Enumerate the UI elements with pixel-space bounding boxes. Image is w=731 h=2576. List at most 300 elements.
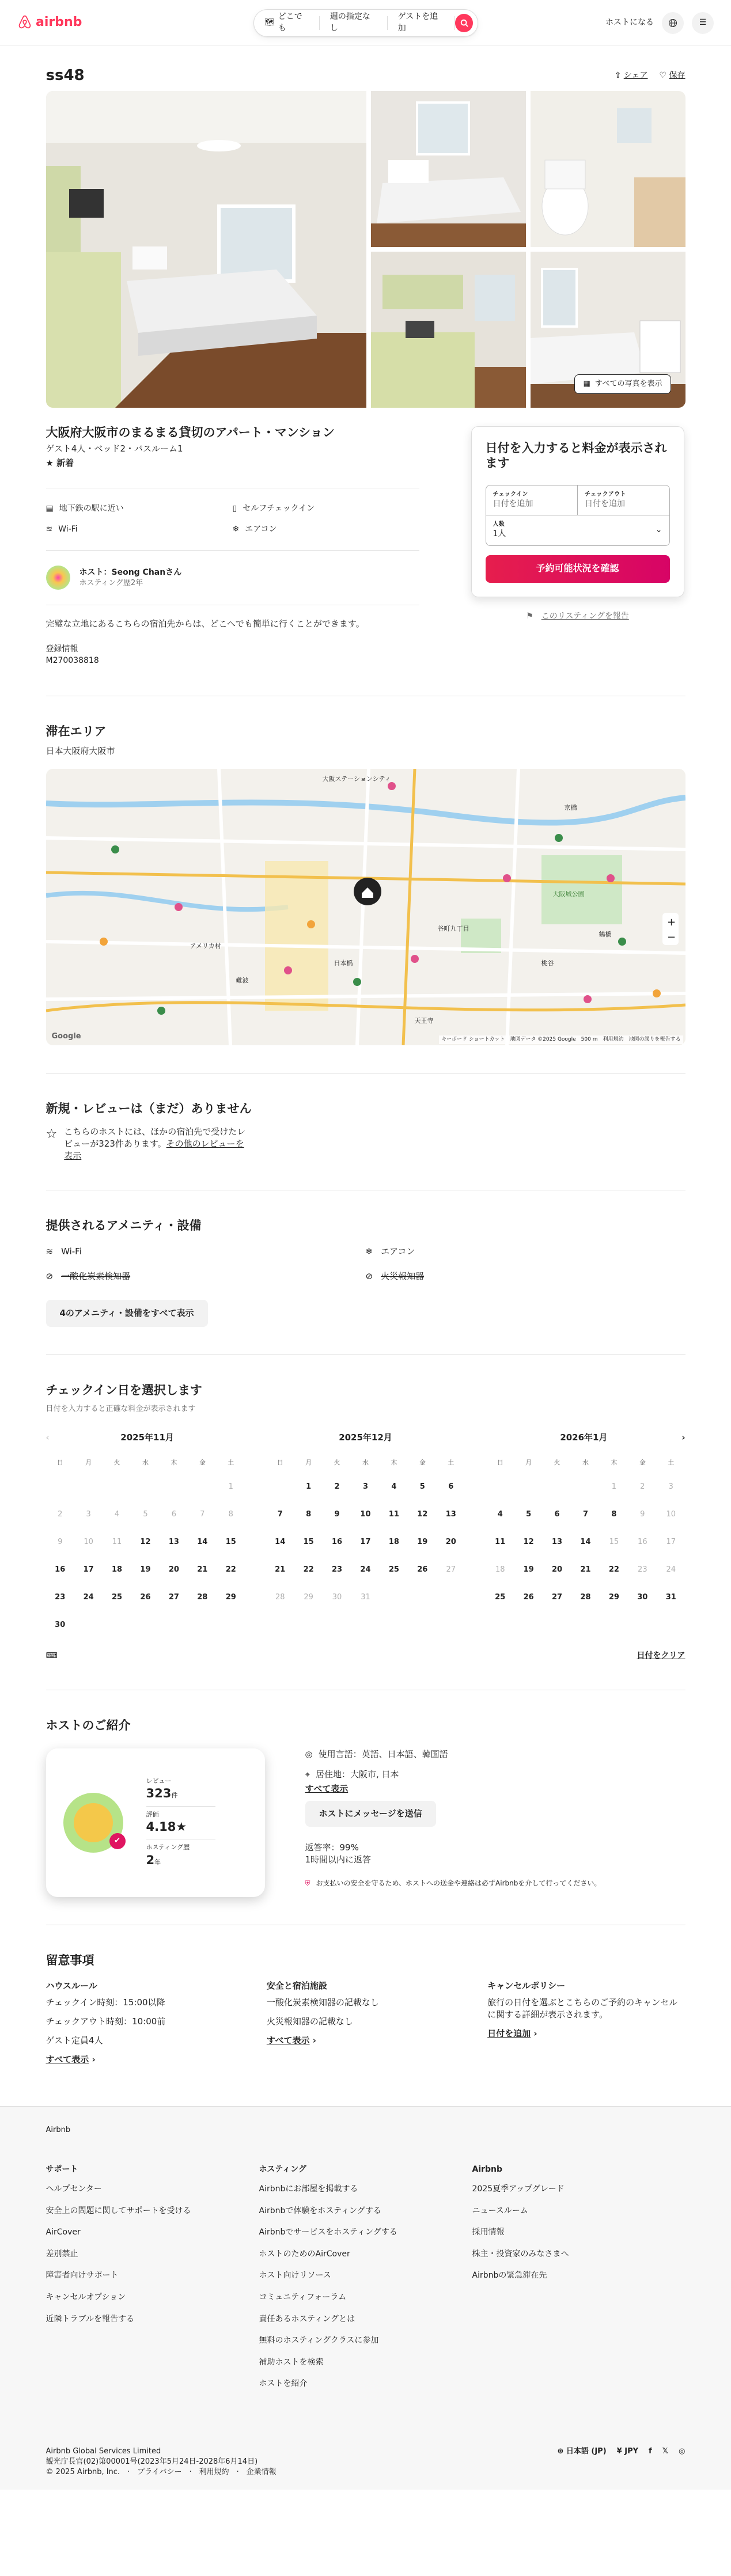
photo-main[interactable] bbox=[46, 91, 366, 408]
guests-label: 人数 bbox=[493, 521, 505, 528]
calendar-day: 10 bbox=[84, 1537, 93, 1546]
footer-link[interactable]: 近隣トラブルを報告する bbox=[46, 2314, 134, 2324]
calendar-month bbox=[486, 1429, 685, 1639]
chevron-right-icon: › bbox=[533, 2028, 537, 2039]
map-label: 鶴橋 bbox=[599, 930, 612, 938]
calendar-day: 5 bbox=[143, 1509, 148, 1519]
footer-link[interactable]: AirCover bbox=[46, 2228, 81, 2237]
weekday-label: 金 bbox=[419, 1459, 426, 1467]
footer-heading: サポート bbox=[46, 2165, 78, 2175]
calendar-day[interactable]: 22 bbox=[225, 1565, 236, 1574]
footer-link[interactable]: 安全上の問題に関してサポートを受ける bbox=[46, 2206, 191, 2215]
map-label: 難波 bbox=[236, 976, 249, 984]
currency-selector[interactable]: ¥ JPY bbox=[616, 2446, 639, 2456]
calendar-section bbox=[46, 1355, 685, 1690]
calendar-day[interactable]: 7 bbox=[277, 1509, 283, 1519]
calendar-day[interactable]: 25 bbox=[388, 1565, 399, 1574]
calendar-day: 17 bbox=[666, 1537, 676, 1546]
rule-item: チェックイン時刻：15:00以降 bbox=[46, 1997, 165, 2008]
calendar-day: 10 bbox=[666, 1509, 676, 1519]
location-icon: ⌖ bbox=[305, 1769, 310, 1780]
host-reviews-label: レビュー bbox=[146, 1777, 172, 1785]
snowflake-icon: ❄ bbox=[232, 524, 240, 534]
weekday-label: 木 bbox=[171, 1459, 177, 1467]
footer-link[interactable]: 2025夏季アップグレード bbox=[472, 2184, 565, 2194]
calendar-day[interactable]: 12 bbox=[140, 1537, 151, 1546]
calendar-day[interactable]: 5 bbox=[526, 1509, 532, 1519]
host-rating: 4.18★ bbox=[146, 1819, 187, 1834]
footer-link[interactable]: ヘルプセンター bbox=[46, 2184, 102, 2194]
reviews-section bbox=[46, 1073, 685, 1190]
weekday-label: 水 bbox=[142, 1459, 149, 1467]
rules-heading: 安全と宿泊施設 bbox=[266, 1981, 327, 1991]
calendar-day: 4 bbox=[114, 1509, 120, 1519]
language-icon: ◎ bbox=[305, 1748, 313, 1759]
rules-link[interactable] bbox=[267, 2035, 464, 2047]
footer-link[interactable]: Airbnbにお部屋を掲載する bbox=[259, 2184, 358, 2194]
checkin-field[interactable] bbox=[486, 485, 578, 515]
footer-link[interactable]: 障害者向けサポート bbox=[46, 2271, 119, 2281]
host-card[interactable] bbox=[46, 1748, 265, 1897]
checkout-field[interactable] bbox=[577, 485, 669, 515]
host-years: 2 bbox=[146, 1853, 155, 1867]
footer-link[interactable]: コミュニティフォーラム bbox=[259, 2292, 347, 2302]
co-detector-icon: ⊘ bbox=[46, 1270, 54, 1281]
footer-link[interactable]: ホストのためのAirCover bbox=[259, 2249, 350, 2259]
calendar-day[interactable]: 12 bbox=[417, 1509, 428, 1519]
calendar-day[interactable]: 15 bbox=[225, 1537, 236, 1546]
reviews-title: 新規・レビューは（まだ）ありません bbox=[46, 1101, 252, 1116]
weekday-label: 日 bbox=[56, 1459, 63, 1467]
footer-link[interactable]: Airbnbの緊急滞在先 bbox=[472, 2271, 547, 2281]
footer-copyright[interactable]: © 2025 Airbnb, Inc. · プライバシー · 利用規約 · 企業情報 bbox=[46, 2468, 277, 2477]
map-location: 日本大阪府大阪市 bbox=[46, 745, 115, 756]
amenity-label: 火災報知器 bbox=[381, 1270, 425, 1281]
registration-number: M270038818 bbox=[46, 656, 99, 666]
listing-summary: ゲスト4人・ベッド2・バスルーム1 bbox=[46, 443, 183, 454]
feature-list bbox=[46, 488, 419, 550]
rules-section bbox=[46, 1925, 685, 2083]
response-rate: 返答率：99% bbox=[305, 1842, 359, 1853]
star-icon: ☆ bbox=[46, 1127, 58, 1142]
photo-5[interactable] bbox=[531, 252, 685, 408]
booking-card bbox=[471, 426, 684, 597]
amenity-item bbox=[366, 1246, 685, 1258]
booking-inputs bbox=[486, 485, 670, 546]
footer-column bbox=[46, 2164, 259, 2400]
calendar-day[interactable]: 30 bbox=[637, 1592, 648, 1602]
calendar-day: 27 bbox=[446, 1565, 456, 1574]
map-credit[interactable]: キーボード ショートカット 地図データ ©2025 Google 500 m 利用規約 地図の誤りを報告する bbox=[439, 1035, 683, 1044]
footer-heading: Airbnb bbox=[472, 2165, 503, 2175]
calendar-day: 7 bbox=[200, 1509, 205, 1519]
calendar-day[interactable]: 24 bbox=[83, 1592, 94, 1602]
rules-link-label: すべて表示 bbox=[266, 2035, 310, 2046]
x-icon[interactable]: 𝕏 bbox=[662, 2446, 669, 2456]
calendar-day[interactable]: 31 bbox=[665, 1592, 676, 1602]
calendar-month bbox=[46, 1429, 245, 1639]
search-who[interactable] bbox=[388, 12, 455, 33]
weekday-label: 金 bbox=[199, 1459, 206, 1467]
calendar-day[interactable]: 8 bbox=[611, 1509, 617, 1519]
calendar-day[interactable]: 21 bbox=[580, 1565, 591, 1574]
calendar-day[interactable]: 23 bbox=[55, 1592, 66, 1602]
footer-link[interactable]: 差別禁止 bbox=[46, 2249, 78, 2259]
weekday-label: 水 bbox=[362, 1459, 369, 1467]
rules-heading: ハウスルール bbox=[46, 1981, 97, 1991]
amenities-title: 提供されるアメニティ・設備 bbox=[46, 1219, 202, 1233]
amenity-label: 一酸化炭素検知器 bbox=[61, 1270, 131, 1281]
payment-warning: お支払いの安全を守るため、ホストへの送金や連絡は必ずAirbnbを介して行ってください。 bbox=[316, 1879, 601, 1887]
calendar-day: 3 bbox=[86, 1509, 91, 1519]
footer-license: 観光庁長官(02)第00001号(2023年5月24日-2028年6月14日) bbox=[46, 2457, 258, 2467]
host-avatar bbox=[46, 566, 70, 590]
flag-icon: ⚑ bbox=[526, 611, 533, 621]
train-icon: ▤ bbox=[46, 504, 54, 514]
calendar-day[interactable]: 13 bbox=[445, 1509, 456, 1519]
calendar-day[interactable]: 21 bbox=[275, 1565, 286, 1574]
feature-item bbox=[46, 524, 233, 536]
calendar-day: 30 bbox=[332, 1592, 342, 1602]
airbnb-logo[interactable] bbox=[17, 14, 82, 32]
amenity-label: エアコン bbox=[381, 1246, 415, 1257]
calendar-day[interactable]: 16 bbox=[332, 1537, 343, 1546]
clear-dates-button[interactable]: 日付をクリア bbox=[637, 1651, 685, 1661]
rule-item: 一酸化炭素検知器の記載なし bbox=[266, 1997, 379, 2008]
calendar-day[interactable]: 16 bbox=[55, 1565, 66, 1574]
host-years-label: ホスティング歴 bbox=[146, 1843, 190, 1852]
weekday-label: 日 bbox=[497, 1459, 503, 1467]
calendar-day[interactable]: 20 bbox=[168, 1565, 179, 1574]
wifi-icon: ≋ bbox=[46, 524, 53, 534]
grid-icon: ▦ bbox=[583, 379, 590, 388]
footer-link[interactable]: 採用情報 bbox=[472, 2228, 505, 2237]
calendar-day[interactable]: 6 bbox=[448, 1482, 454, 1491]
weekday-label: 火 bbox=[554, 1459, 560, 1467]
weekday-label: 火 bbox=[334, 1459, 340, 1467]
search-bar[interactable] bbox=[253, 9, 478, 37]
rule-item: ゲスト定員4人 bbox=[46, 2035, 103, 2046]
hamburger-icon: ☰ bbox=[699, 17, 707, 27]
map-label: 桃谷 bbox=[541, 959, 554, 967]
month-name: 2025年12月 bbox=[339, 1432, 392, 1443]
calendar-day: 11 bbox=[112, 1537, 122, 1546]
calendar-day[interactable]: 11 bbox=[495, 1537, 506, 1546]
calendar-day[interactable]: 15 bbox=[303, 1537, 314, 1546]
facebook-icon[interactable]: f bbox=[649, 2446, 652, 2456]
footer-link[interactable]: 責任あるホスティングとは bbox=[259, 2314, 355, 2324]
other-reviews-link[interactable]: その他のレビューを表示 bbox=[64, 1139, 244, 1162]
calendar-day[interactable]: 22 bbox=[303, 1565, 314, 1574]
chevron-down-icon: ⌄ bbox=[655, 525, 662, 535]
shield-icon: ⛨ bbox=[305, 1879, 310, 1887]
message-host-button[interactable]: ホストにメッセージを送信 bbox=[305, 1801, 436, 1827]
next-month-icon[interactable]: › bbox=[681, 1432, 685, 1443]
host-reviews-unit: 件 bbox=[171, 1792, 178, 1800]
calendar-day[interactable]: 14 bbox=[580, 1537, 591, 1546]
footer-link[interactable]: Airbnbで体験をホスティングする bbox=[259, 2206, 381, 2215]
share-icon: ⇪ bbox=[614, 70, 622, 80]
calendar-day: 23 bbox=[638, 1565, 647, 1574]
calendar-day[interactable]: 12 bbox=[523, 1537, 534, 1546]
footer-column bbox=[472, 2164, 685, 2400]
search-when[interactable] bbox=[320, 12, 388, 33]
photo-4[interactable] bbox=[371, 252, 526, 408]
calendar-day[interactable]: 26 bbox=[140, 1592, 151, 1602]
rules-link[interactable] bbox=[46, 2054, 244, 2066]
calendar-day: 6 bbox=[171, 1509, 177, 1519]
calendar-day[interactable]: 6 bbox=[554, 1509, 560, 1519]
calendar-day[interactable]: 5 bbox=[419, 1482, 425, 1491]
save-button[interactable] bbox=[659, 70, 685, 82]
calendar-day[interactable]: 27 bbox=[552, 1592, 563, 1602]
feature-item bbox=[233, 503, 419, 515]
calendar-month bbox=[266, 1429, 465, 1639]
footer-link[interactable]: 無料のホスティングクラスに参加 bbox=[259, 2336, 379, 2346]
site-header bbox=[0, 0, 731, 46]
calendar-day[interactable]: 14 bbox=[275, 1537, 286, 1546]
map-label: アメリカ村 bbox=[190, 942, 221, 950]
response-time: 1時間以内に返答 bbox=[305, 1854, 372, 1865]
calendar-day[interactable]: 9 bbox=[334, 1509, 340, 1519]
calendar-day[interactable]: 23 bbox=[332, 1565, 343, 1574]
host-photo bbox=[63, 1793, 123, 1853]
calendar-day[interactable]: 24 bbox=[360, 1565, 371, 1574]
rules-title: 留意事項 bbox=[46, 1953, 94, 1967]
calendar-day: 8 bbox=[228, 1509, 233, 1519]
calendar-day[interactable]: 8 bbox=[306, 1509, 312, 1519]
weekday-label: 土 bbox=[668, 1459, 675, 1467]
calendar-day[interactable]: 10 bbox=[360, 1509, 371, 1519]
calendar-day[interactable]: 29 bbox=[225, 1592, 236, 1602]
footer bbox=[0, 2106, 731, 2489]
report-label: このリスティングを報告 bbox=[541, 611, 629, 621]
footer-link[interactable]: Airbnbでサービスをホスティングする bbox=[259, 2228, 397, 2237]
feature-item bbox=[233, 524, 419, 536]
rules-column bbox=[267, 1980, 464, 2066]
map-label: 大阪ステーションシティ bbox=[322, 775, 391, 783]
calendar-day[interactable]: 20 bbox=[445, 1537, 456, 1546]
rules-link[interactable] bbox=[487, 2028, 685, 2040]
door-icon: ▯ bbox=[232, 504, 237, 514]
logo-text: airbnb bbox=[36, 15, 82, 30]
calendar-day[interactable]: 29 bbox=[608, 1592, 619, 1602]
calendar-day[interactable]: 13 bbox=[168, 1537, 179, 1546]
prev-month-icon[interactable]: ‹ bbox=[46, 1432, 50, 1443]
report-listing[interactable] bbox=[471, 611, 684, 623]
footer-link[interactable]: ホスト向けリソース bbox=[259, 2271, 331, 2281]
host-more-link[interactable]: すべて表示 bbox=[305, 1783, 349, 1794]
host-section bbox=[46, 1690, 685, 1925]
guests-select[interactable] bbox=[486, 515, 669, 545]
amenity-item bbox=[46, 1270, 366, 1283]
month-name: 2026年1月 bbox=[560, 1432, 608, 1443]
amenity-item bbox=[46, 1246, 366, 1258]
calendar-day[interactable]: 26 bbox=[417, 1565, 428, 1574]
listing-title: ss48 bbox=[46, 67, 85, 85]
weekday-label: 月 bbox=[85, 1459, 92, 1467]
weekday-label: 木 bbox=[391, 1459, 397, 1467]
language-label: 日本語 (JP) bbox=[566, 2446, 607, 2456]
map[interactable] bbox=[46, 769, 685, 1045]
weekday-label: 火 bbox=[113, 1459, 120, 1467]
calendar-day[interactable]: 30 bbox=[55, 1620, 66, 1629]
calendar-day[interactable]: 22 bbox=[608, 1565, 619, 1574]
calendar-day[interactable]: 28 bbox=[197, 1592, 208, 1602]
calendar-day[interactable]: 28 bbox=[580, 1592, 591, 1602]
photo-2[interactable] bbox=[371, 91, 526, 247]
language-selector[interactable] bbox=[557, 2446, 606, 2478]
calendar-day[interactable]: 17 bbox=[83, 1565, 94, 1574]
wifi-icon: ≋ bbox=[46, 1246, 54, 1257]
calendar-day[interactable]: 18 bbox=[112, 1565, 123, 1574]
globe-icon[interactable] bbox=[662, 12, 684, 34]
calendar-day[interactable]: 1 bbox=[306, 1482, 312, 1491]
calendar-day: 2 bbox=[58, 1509, 63, 1519]
search-when-label: 週の指定なし bbox=[329, 12, 370, 33]
host-since: ホスティング歴2年 bbox=[79, 579, 143, 588]
checkout-label: チェックアウト bbox=[585, 491, 626, 498]
calendar-day[interactable]: 25 bbox=[495, 1592, 506, 1602]
calendar-day[interactable]: 13 bbox=[552, 1537, 563, 1546]
checkin-label: チェックイン bbox=[493, 491, 528, 498]
show-all-photos-label: すべての写真を表示 bbox=[594, 379, 662, 388]
svg-text:+: + bbox=[666, 916, 676, 928]
calendar-day[interactable]: 20 bbox=[552, 1565, 563, 1574]
feature-label: セルフチェックイン bbox=[243, 504, 315, 514]
map-section bbox=[46, 696, 685, 1073]
rule-item: 火災報知器の記載なし bbox=[266, 2016, 353, 2027]
calendar-day: 18 bbox=[495, 1565, 505, 1574]
rule-item: チェックアウト時刻：10:00前 bbox=[46, 2016, 166, 2027]
weekday-label: 水 bbox=[582, 1459, 589, 1467]
calendar-day[interactable]: 19 bbox=[523, 1565, 534, 1574]
show-all-amenities-button[interactable]: 4のアメニティ・設備をすべて表示 bbox=[46, 1300, 208, 1327]
become-host-link[interactable]: ホストになる bbox=[605, 17, 654, 27]
search-where[interactable] bbox=[254, 12, 320, 33]
share-label: シェア bbox=[623, 70, 648, 80]
footer-link[interactable]: 補助ホストを検索 bbox=[259, 2357, 324, 2367]
calendar-day[interactable]: 4 bbox=[497, 1509, 503, 1519]
snowflake-icon: ❄ bbox=[365, 1246, 373, 1257]
calendar-day[interactable]: 25 bbox=[112, 1592, 123, 1602]
host-name: ホスト：Seong Chanさん bbox=[79, 567, 182, 577]
rules-link-label: すべて表示 bbox=[46, 2054, 89, 2065]
calendar-day[interactable]: 14 bbox=[197, 1537, 208, 1546]
chevron-right-icon: › bbox=[312, 2035, 316, 2046]
footer-link[interactable]: ホストを紹介 bbox=[259, 2379, 308, 2389]
description: 完璧な立地にあるこちらの宿泊先からは、どこへでも簡単に行くことができます。 bbox=[46, 619, 365, 629]
map-label: 日本橋 bbox=[334, 959, 353, 967]
map-label: 大阪城公園 bbox=[552, 890, 585, 898]
calendar-day[interactable]: 2 bbox=[334, 1482, 340, 1491]
calendar-day[interactable]: 11 bbox=[388, 1509, 399, 1519]
calendar-title: チェックイン日を選択します bbox=[46, 1383, 202, 1397]
calendar-subtitle: 日付を入力すると正確な料金が表示されます bbox=[46, 1404, 196, 1413]
calendar-day[interactable]: 21 bbox=[197, 1565, 208, 1574]
host-languages: 使用言語：英語、日本語、韓国語 bbox=[318, 1748, 448, 1759]
calendar-day[interactable]: 26 bbox=[523, 1592, 534, 1602]
calendar-day: 24 bbox=[666, 1565, 676, 1574]
footer-link[interactable]: キャンセルオプション bbox=[46, 2292, 126, 2302]
chevron-right-icon: › bbox=[92, 2054, 96, 2065]
airbnb-logo-icon bbox=[17, 14, 32, 31]
search-button[interactable] bbox=[455, 14, 473, 32]
photo-3[interactable] bbox=[531, 91, 685, 247]
amenities-section bbox=[46, 1190, 685, 1354]
rules-heading: キャンセルポリシー bbox=[487, 1981, 566, 1991]
verified-icon: ✔ bbox=[109, 1833, 126, 1849]
check-availability-button[interactable]: 予約可能状況を確認 bbox=[486, 555, 670, 583]
show-all-photos-button[interactable] bbox=[574, 374, 671, 394]
feature-label: エアコン bbox=[245, 524, 277, 534]
map-icon: 🗺 bbox=[264, 18, 275, 28]
calendar-day[interactable]: 7 bbox=[582, 1509, 588, 1519]
calendar-day: 31 bbox=[361, 1592, 370, 1602]
rules-column bbox=[46, 1980, 244, 2066]
calendar-day[interactable]: 4 bbox=[391, 1482, 397, 1491]
footer-company: Airbnb Global Services Limited bbox=[46, 2446, 161, 2456]
calendar-months bbox=[46, 1429, 685, 1639]
feature-label: Wi-Fi bbox=[58, 524, 78, 534]
footer-link[interactable]: 株主・投資家のみなさまへ bbox=[472, 2249, 569, 2259]
calendar-day: 3 bbox=[668, 1482, 673, 1491]
calendar-day[interactable]: 27 bbox=[168, 1592, 179, 1602]
host-summary[interactable] bbox=[46, 551, 419, 605]
calendar-day[interactable]: 19 bbox=[140, 1565, 151, 1574]
feature-label: 地下鉄の駅に近い bbox=[59, 504, 124, 514]
footer-breadcrumb[interactable]: Airbnb bbox=[46, 2126, 71, 2135]
calendar-day: 16 bbox=[638, 1537, 647, 1546]
checkin-value: 日付を追加 bbox=[493, 499, 533, 509]
share-button[interactable] bbox=[615, 70, 648, 82]
rules-link-label: 日付を追加 bbox=[487, 2028, 531, 2039]
reviews-text: こちらのホストには、ほかの宿泊先で受けたレビューが323件あります。 bbox=[64, 1126, 246, 1149]
weekday-label: 日 bbox=[277, 1459, 283, 1467]
weekday-label: 土 bbox=[448, 1459, 454, 1467]
weekday-label: 月 bbox=[525, 1459, 532, 1467]
weekday-label: 土 bbox=[228, 1459, 234, 1467]
footer-link[interactable]: ニュースルーム bbox=[472, 2206, 528, 2215]
search-icon bbox=[460, 19, 468, 27]
feature-item bbox=[46, 503, 233, 515]
calendar-day[interactable]: 19 bbox=[417, 1537, 428, 1546]
calendar-day: 1 bbox=[228, 1482, 233, 1491]
amenity-item bbox=[366, 1270, 685, 1283]
host-rating-label: 評価 bbox=[146, 1810, 159, 1818]
host-reviews: 323 bbox=[146, 1786, 172, 1801]
calendar-day: 1 bbox=[611, 1482, 617, 1491]
footer-column bbox=[259, 2164, 472, 2400]
calendar-day[interactable]: 18 bbox=[388, 1537, 399, 1546]
menu-button[interactable] bbox=[692, 12, 714, 34]
search-where-label: どこでも bbox=[278, 12, 302, 33]
booking-title: 日付を入力すると料金が表示されます bbox=[485, 441, 667, 471]
globe-icon: ⊕ bbox=[557, 2446, 564, 2456]
checkout-value: 日付を追加 bbox=[585, 499, 625, 509]
guests-value: 1人 bbox=[493, 529, 506, 539]
calendar-day: 9 bbox=[640, 1509, 645, 1519]
host-years-unit: 年 bbox=[154, 1858, 161, 1866]
heart-icon: ♡ bbox=[659, 70, 667, 80]
instagram-icon[interactable]: ◎ bbox=[679, 2446, 685, 2456]
keyboard-icon[interactable]: ⌨ bbox=[46, 1651, 58, 1661]
map-label: 京橋 bbox=[564, 803, 577, 811]
calendar-day[interactable]: 3 bbox=[362, 1482, 368, 1491]
calendar-day[interactable]: 17 bbox=[360, 1537, 371, 1546]
calendar-day: 15 bbox=[609, 1537, 619, 1546]
weekday-label: 月 bbox=[305, 1459, 312, 1467]
